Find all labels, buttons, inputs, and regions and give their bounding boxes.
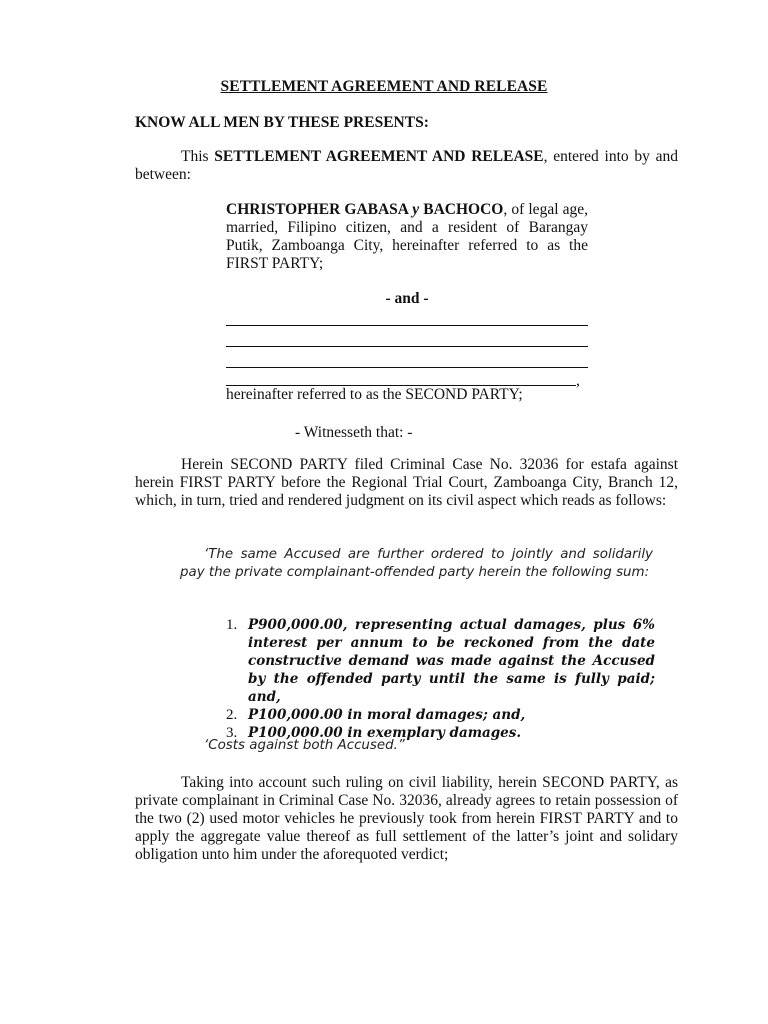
first-party-name-italic: y <box>412 201 420 218</box>
intro-prefix: This <box>181 148 215 165</box>
award-item-text: P900,000.00, representing actual damages, plus 6% interest per annum to be reckoned from the date constructive demand was made against the Accused by the offended party until the same is fully paid; and, <box>248 617 655 705</box>
award-item-number: 2. <box>226 707 238 723</box>
award-item-text: P100,000.00 in exemplary damages. <box>248 725 522 741</box>
first-party-name-part1: CHRISTOPHER GABASA <box>226 201 413 218</box>
intro-bold-title: SETTLEMENT AGREEMENT AND RELEASE <box>214 148 544 165</box>
costs-quote: ‘Costs against both Accused.” <box>204 738 405 753</box>
blank-line-3 <box>226 367 588 368</box>
document-title: SETTLEMENT AGREEMENT AND RELEASE <box>220 78 548 95</box>
award-item <box>222 616 655 706</box>
award-item <box>222 706 655 724</box>
opening-line: KNOW ALL MEN BY THESE PRESENTS: <box>135 114 429 131</box>
first-party-name-part2: BACHOCO <box>419 201 504 218</box>
quoted-judgment-intro: ‘The same Accused are further ordered to jointly and solidarily pay the private complainant-offended party herein the following sum: <box>180 547 653 580</box>
witnesseth-line: - Witnesseth that: - <box>295 424 413 441</box>
award-list <box>222 616 655 742</box>
award-item-number: 1. <box>226 617 238 633</box>
and-separator: - and - <box>385 290 429 307</box>
blank-line-1 <box>226 325 588 326</box>
award-item-number: 3. <box>226 725 238 741</box>
blank-line-comma: , <box>576 372 580 389</box>
taking-paragraph: Taking into account such ruling on civil liability, herein SECOND PARTY, as private complainant in Criminal Case No. 32036, already agrees to retain possession of the two (2) used motor vehicles he previously took from herein FIRST PARTY and to apply the aggregate value thereof as full settlement of the latter’s joint and solidary obligation unto him under the aforequoted verdict; <box>135 774 678 863</box>
first-party-description: , of legal age, married, Filipino citizen, and a resident of Barangay Putik, Zamboanga City, hereinafter referred to as the FIRST PARTY; <box>226 201 589 272</box>
herein-paragraph: Herein SECOND PARTY filed Criminal Case No. 32036 for estafa against herein FIRST PARTY before the Regional Trial Court, Zamboanga City, Branch 12, which, in turn, tried and rendered judgment on its civil aspect which reads as follows: <box>135 456 678 509</box>
intro-suffix: , entered into by and between: <box>135 148 678 183</box>
award-item-text: P100,000.00 in moral damages; and, <box>248 707 526 723</box>
second-party-designation: hereinafter referred to as the SECOND PARTY; <box>226 386 523 403</box>
first-party-paragraph <box>226 201 588 273</box>
intro-paragraph <box>135 148 678 184</box>
blank-line-2 <box>226 346 588 347</box>
